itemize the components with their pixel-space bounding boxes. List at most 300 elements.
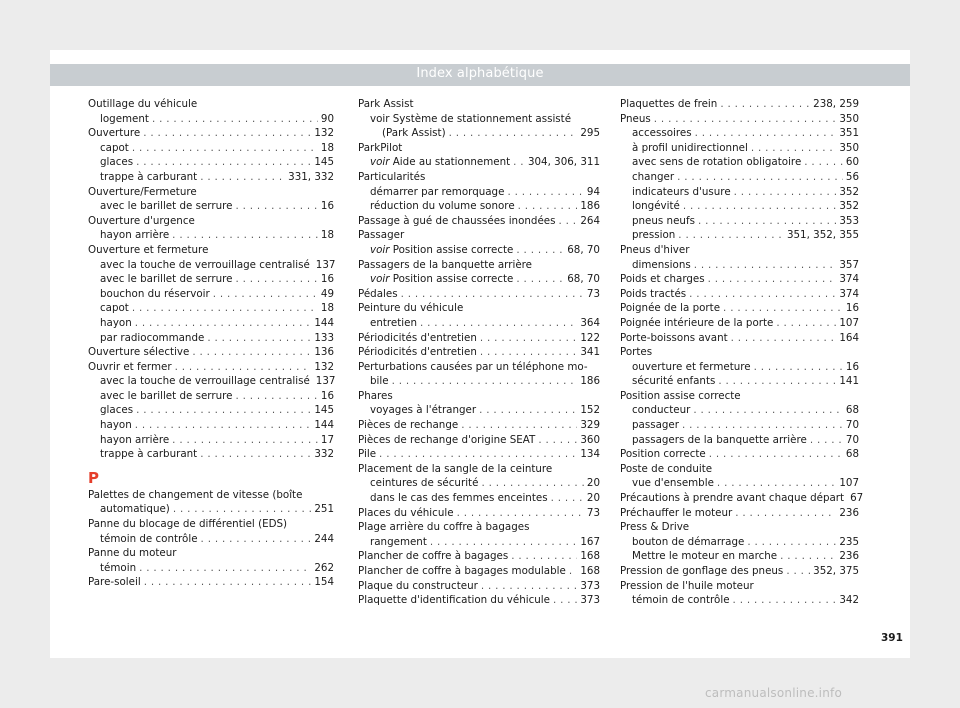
index-term: bile <box>370 375 389 388</box>
index-entry <box>358 126 600 141</box>
dot-leader <box>457 506 584 521</box>
index-entry <box>620 360 859 375</box>
index-entry <box>358 462 600 477</box>
index-letter-heading: P <box>88 468 99 487</box>
index-term: Plage arrière du coffre à bagages <box>358 521 530 534</box>
index-term: avec sens de rotation obligatoire <box>632 156 802 169</box>
index-entry <box>620 287 859 302</box>
index-entry <box>88 301 334 316</box>
index-page-ref: 67 <box>850 492 864 505</box>
dot-leader <box>132 301 318 316</box>
dot-leader <box>747 535 836 550</box>
index-page-ref: 144 <box>314 316 334 329</box>
index-term: Plaque du constructeur <box>358 579 478 592</box>
index-entry <box>88 360 334 375</box>
index-term: témoin <box>100 561 137 574</box>
index-entry <box>358 214 600 229</box>
index-entry <box>88 126 334 141</box>
index-term: Pédales <box>358 287 398 300</box>
index-term: Ouverture d'urgence <box>88 214 195 227</box>
index-entry <box>620 301 859 316</box>
index-entry <box>88 546 334 561</box>
index-term: Plancher de coffre à bagages modulable <box>358 565 566 577</box>
index-term: Particularités <box>358 170 426 183</box>
index-page-ref: 304, 306, 311 <box>527 156 600 169</box>
index-entry <box>358 579 600 594</box>
index-page-ref: 136 <box>314 346 334 359</box>
index-term: Passagers de la banquette arrière <box>358 258 533 271</box>
index-entry <box>620 593 859 608</box>
index-entry <box>88 185 334 200</box>
index-entry <box>620 97 859 112</box>
index-page-ref: 351 <box>839 127 859 140</box>
index-entry <box>358 345 600 360</box>
index-entry <box>620 549 859 564</box>
dot-leader <box>513 155 525 170</box>
index-term: Mettre le moteur en marche <box>632 550 778 563</box>
dot-leader <box>401 287 584 302</box>
index-page-ref: 152 <box>580 404 600 417</box>
index-page-ref: 251 <box>314 503 334 516</box>
index-entry <box>620 579 859 594</box>
dot-leader <box>135 316 312 331</box>
index-term: conducteur <box>632 404 691 417</box>
index-term: Plancher de coffre à bagages <box>358 550 509 563</box>
dot-leader <box>136 155 311 170</box>
index-page-ref: 374 <box>839 273 859 286</box>
index-term: par radiocommande <box>100 331 205 344</box>
index-page-ref: 70 <box>845 419 859 432</box>
dot-leader <box>139 561 311 576</box>
watermark: carmanualsonline.info <box>705 686 842 700</box>
index-entry <box>88 170 334 185</box>
index-term: Ouverture sélective <box>88 346 190 359</box>
index-entry <box>358 520 600 535</box>
index-page-ref: 68, 70 <box>567 273 600 286</box>
index-page-ref: 145 <box>314 404 334 417</box>
index-entry <box>88 287 334 302</box>
index-entry <box>88 316 334 331</box>
index-term: Perturbations causées par un téléphone mo- <box>358 360 588 373</box>
index-page-ref: 352 <box>839 200 859 213</box>
index-entry <box>358 272 600 287</box>
index-term: Palettes de changement de vitesse (boîte <box>88 488 303 501</box>
index-term: passager <box>632 419 679 432</box>
dot-leader <box>538 433 577 448</box>
index-entry <box>358 141 600 156</box>
index-page-ref: 236 <box>839 506 859 519</box>
index-page-ref: 94 <box>586 185 600 198</box>
index-page-ref: 90 <box>320 112 334 125</box>
dot-leader <box>235 389 317 404</box>
index-entry <box>88 243 334 258</box>
index-term: réduction du volume sonore <box>370 200 515 213</box>
index-term: (Park Assist) <box>382 127 446 140</box>
index-entry <box>358 97 600 112</box>
index-page-ref: 341 <box>580 346 600 359</box>
index-term: Pneus <box>620 112 651 125</box>
index-term: pneus neufs <box>632 214 695 227</box>
dot-leader <box>481 579 578 594</box>
dot-leader <box>420 316 577 331</box>
dot-leader <box>192 345 311 360</box>
index-term: voir Position assise correcte <box>370 243 514 256</box>
index-term: Panne du blocage de différentiel (EDS) <box>88 518 288 531</box>
index-term: témoin de contrôle <box>632 594 730 607</box>
index-entry <box>358 243 600 258</box>
index-page-ref: 20 <box>586 492 600 505</box>
index-page-ref: 244 <box>314 532 334 545</box>
dot-leader <box>132 141 318 156</box>
index-page-ref: 186 <box>580 200 600 213</box>
index-term: Outillage du véhicule <box>88 98 198 110</box>
dot-leader <box>677 170 843 185</box>
index-page-ref: 144 <box>314 419 334 432</box>
dot-leader <box>734 185 837 200</box>
dot-leader <box>144 575 312 590</box>
dot-leader <box>709 447 843 462</box>
index-page-ref: 262 <box>314 561 334 574</box>
index-term: démarrer par remorquage <box>370 185 505 198</box>
index-page-ref: 60 <box>845 156 859 169</box>
index-entry <box>620 199 859 214</box>
dot-leader <box>481 476 583 491</box>
index-entry <box>620 374 859 389</box>
index-page-ref: 351, 352, 355 <box>786 229 859 242</box>
index-page-ref: 133 <box>314 331 334 344</box>
dot-leader <box>449 126 578 141</box>
index-entry <box>88 112 334 127</box>
index-term: glaces <box>100 156 134 169</box>
index-term: Porte-boissons avant <box>620 331 728 344</box>
dot-leader <box>152 112 318 127</box>
index-entry <box>620 243 859 258</box>
dot-leader <box>201 532 312 547</box>
dot-leader <box>717 476 836 491</box>
index-page-ref: 73 <box>586 287 600 300</box>
index-term: Pièces de rechange <box>358 419 459 432</box>
index-entry <box>620 331 859 346</box>
index-page-ref: 122 <box>580 331 600 344</box>
index-entry <box>620 228 859 243</box>
index-term: Position assise correcte <box>620 389 741 402</box>
index-entry <box>88 214 334 229</box>
dot-leader <box>516 272 564 287</box>
index-page-ref: 107 <box>839 316 859 329</box>
dot-leader <box>698 214 836 229</box>
index-term: Press & Drive <box>620 521 690 534</box>
index-page-ref: 374 <box>839 287 859 300</box>
index-term: logement <box>100 112 149 125</box>
dot-leader <box>708 272 837 287</box>
dot-leader <box>735 506 836 521</box>
index-page-ref: 49 <box>320 287 334 300</box>
index-page-ref: 373 <box>580 594 600 607</box>
index-header-bar <box>50 64 910 86</box>
dot-leader <box>751 141 837 156</box>
dot-leader <box>694 258 837 273</box>
index-page-ref: 352, 375 <box>813 565 859 577</box>
index-page-ref: 20 <box>586 477 600 490</box>
index-term: automatique) <box>100 503 170 516</box>
index-entry <box>620 112 859 127</box>
dot-leader <box>430 535 577 550</box>
index-term: hayon arrière <box>100 229 170 242</box>
dot-leader <box>235 199 317 214</box>
index-term: Portes <box>620 346 653 359</box>
index-entry <box>620 316 859 331</box>
index-entry <box>88 532 334 547</box>
index-term: Poids et charges <box>620 273 705 286</box>
index-term: avec la touche de verrouillage centralisé <box>100 375 310 388</box>
index-entry <box>620 462 859 477</box>
index-entry <box>358 549 600 564</box>
index-page-ref: 16 <box>320 389 334 402</box>
index-entry <box>358 155 600 170</box>
index-entry <box>358 374 600 389</box>
index-page-ref: 16 <box>845 302 859 315</box>
index-entry <box>88 331 334 346</box>
dot-leader <box>235 272 317 287</box>
index-term: avec le barillet de serrure <box>100 273 233 286</box>
index-entry <box>620 506 859 521</box>
dot-leader <box>718 374 836 389</box>
dot-leader <box>733 593 837 608</box>
index-term: Panne du moteur <box>88 547 177 560</box>
index-entry <box>620 345 859 360</box>
index-term: bouton de démarrage <box>632 535 745 548</box>
index-page-ref: 68 <box>845 404 859 417</box>
page-title: Index alphabétique <box>416 66 544 81</box>
index-page-ref: 18 <box>320 141 334 154</box>
index-entry <box>358 112 600 127</box>
index-term: indicateurs d'usure <box>632 185 731 198</box>
index-term: Pression de gonflage des pneus <box>620 565 784 577</box>
index-term: Ouvrir et fermer <box>88 360 172 373</box>
index-page-ref: 17 <box>320 433 334 446</box>
index-term: trappe à carburant <box>100 170 198 183</box>
index-page-ref: 132 <box>314 127 334 140</box>
index-entry <box>620 447 859 462</box>
index-entry <box>88 575 334 590</box>
index-page-ref: 70 <box>845 433 859 446</box>
index-term: Plaquette d'identification du véhicule <box>358 594 550 607</box>
index-page-ref: 373 <box>580 579 600 592</box>
index-term: Poignée intérieure de la porte <box>620 316 774 329</box>
index-entry <box>358 287 600 302</box>
index-entry <box>620 185 859 200</box>
index-term: Poignée de la porte <box>620 302 721 315</box>
index-entry <box>358 593 600 608</box>
dot-leader <box>810 433 843 448</box>
index-entry <box>620 433 859 448</box>
index-page-ref: 236 <box>839 550 859 563</box>
index-term: Préchauffer le moteur <box>620 506 733 519</box>
index-page-ref: 350 <box>839 112 859 125</box>
index-term: rangement <box>370 535 427 548</box>
index-page-ref: 164 <box>839 331 859 344</box>
index-term: ceintures de sécurité <box>370 477 479 490</box>
index-entry <box>358 418 600 433</box>
index-page-ref: 137 <box>315 258 336 271</box>
index-column-3 <box>620 97 864 608</box>
index-page-ref: 145 <box>314 156 334 169</box>
index-entry <box>358 228 600 243</box>
dot-leader <box>479 403 577 418</box>
dot-leader <box>720 97 810 112</box>
index-page-ref: 235 <box>839 535 859 548</box>
dot-leader <box>569 564 578 579</box>
page-number: 391 <box>881 632 903 644</box>
index-term: voir Aide au stationnement <box>370 156 511 169</box>
index-term: accessoires <box>632 127 692 140</box>
dot-leader <box>480 345 577 360</box>
dot-leader <box>695 126 837 141</box>
index-entry <box>358 316 600 331</box>
index-entry <box>620 535 859 550</box>
index-entry <box>88 488 334 503</box>
index-entry <box>358 535 600 550</box>
index-page-ref: 295 <box>580 127 600 140</box>
index-term: à profil unidirectionnel <box>632 141 748 154</box>
index-entry <box>358 170 600 185</box>
index-page-ref: 332 <box>314 448 334 461</box>
dot-leader <box>200 447 311 462</box>
index-entry <box>358 447 600 462</box>
dot-leader <box>207 331 311 346</box>
index-term: Ouverture/Fermeture <box>88 185 197 198</box>
index-term: capot <box>100 141 129 154</box>
index-page-ref: 357 <box>839 258 859 271</box>
index-page-ref: 73 <box>586 506 600 519</box>
index-entry <box>88 141 334 156</box>
index-term: avec la touche de verrouillage centralisé <box>100 258 310 271</box>
index-term: voir Système de stationnement assisté <box>370 112 572 125</box>
index-entry <box>620 272 859 287</box>
index-entry <box>358 199 600 214</box>
dot-leader <box>682 418 843 433</box>
dot-leader <box>723 301 843 316</box>
index-term: glaces <box>100 404 134 417</box>
index-term: dimensions <box>632 258 691 271</box>
index-term: Ouverture <box>88 127 141 140</box>
index-page-ref: 331, 332 <box>288 170 334 183</box>
index-entry <box>358 185 600 200</box>
index-entry <box>88 403 334 418</box>
index-entry <box>620 155 859 170</box>
index-term: témoin de contrôle <box>100 532 198 545</box>
index-entry <box>620 214 859 229</box>
dot-leader <box>200 170 285 185</box>
index-page-ref: 168 <box>580 550 600 563</box>
index-page-ref: 137 <box>315 375 336 388</box>
dot-leader <box>776 316 836 331</box>
index-page-ref: 238, 259 <box>813 98 859 110</box>
index-entry <box>88 389 334 404</box>
index-page-ref: 353 <box>839 214 859 227</box>
index-term: capot <box>100 302 129 315</box>
index-column-1 <box>88 97 334 590</box>
index-term: hayon arrière <box>100 433 170 446</box>
index-page-ref: 68, 70 <box>567 243 600 256</box>
index-term: avec le barillet de serrure <box>100 389 233 402</box>
index-entry <box>620 418 859 433</box>
index-term: Peinture du véhicule <box>358 302 464 315</box>
index-page-ref: 141 <box>839 375 859 388</box>
index-page-ref: 360 <box>580 433 600 446</box>
dot-leader <box>551 491 584 506</box>
dot-leader <box>553 593 577 608</box>
index-term: Pare-soleil <box>88 576 141 589</box>
index-term: Phares <box>358 389 393 402</box>
index-term: hayon <box>100 316 132 329</box>
index-entry <box>88 502 334 517</box>
index-page-ref: 132 <box>314 360 334 373</box>
dot-leader <box>558 214 577 229</box>
index-term: longévité <box>632 200 680 213</box>
index-term: Poids tractés <box>620 287 687 300</box>
index-term: Ouverture et fermeture <box>88 243 209 256</box>
index-entry <box>88 433 334 448</box>
index-entry <box>620 126 859 141</box>
index-entry <box>620 491 864 506</box>
index-term: changer <box>632 170 675 183</box>
index-page-ref: 186 <box>580 375 600 388</box>
index-term: voyages à l'étranger <box>370 404 477 417</box>
index-term: Périodicités d'entretien <box>358 331 477 344</box>
index-entry <box>358 506 600 521</box>
see-reference: voir <box>370 243 393 256</box>
dot-leader <box>175 360 312 375</box>
see-reference: voir <box>370 156 393 169</box>
index-entry <box>358 360 600 375</box>
index-page-ref: 134 <box>580 448 600 461</box>
index-entry <box>88 418 334 433</box>
dot-leader <box>683 199 836 214</box>
index-column-2 <box>358 97 600 608</box>
index-entry <box>358 258 600 273</box>
index-entry <box>88 447 334 462</box>
dot-leader <box>731 331 837 346</box>
index-entry <box>88 199 334 214</box>
dot-leader <box>172 228 318 243</box>
index-term: Pile <box>358 448 377 461</box>
index-entry <box>620 141 859 156</box>
index-entry <box>88 272 334 287</box>
index-term: Placement de la sangle de la ceinture <box>358 462 553 475</box>
index-entry <box>88 155 334 170</box>
index-term: ParkPilot <box>358 141 403 154</box>
dot-leader <box>172 433 318 448</box>
index-entry <box>358 491 600 506</box>
index-page-ref: 264 <box>580 214 600 227</box>
dot-leader <box>480 331 577 346</box>
index-entry <box>358 433 600 448</box>
index-entry <box>358 564 600 579</box>
index-page-ref: 154 <box>314 576 334 589</box>
index-term: hayon <box>100 419 132 432</box>
index-page-ref: 107 <box>839 477 859 490</box>
index-entry <box>620 258 859 273</box>
index-entry <box>358 331 600 346</box>
index-entry <box>620 520 859 535</box>
dot-leader <box>143 126 311 141</box>
dot-leader <box>518 199 578 214</box>
index-page-ref: 364 <box>580 316 600 329</box>
index-term: Précautions à prendre avant chaque départ <box>620 492 845 505</box>
index-term: sécurité enfants <box>632 375 716 388</box>
index-page-ref: 352 <box>839 185 859 198</box>
